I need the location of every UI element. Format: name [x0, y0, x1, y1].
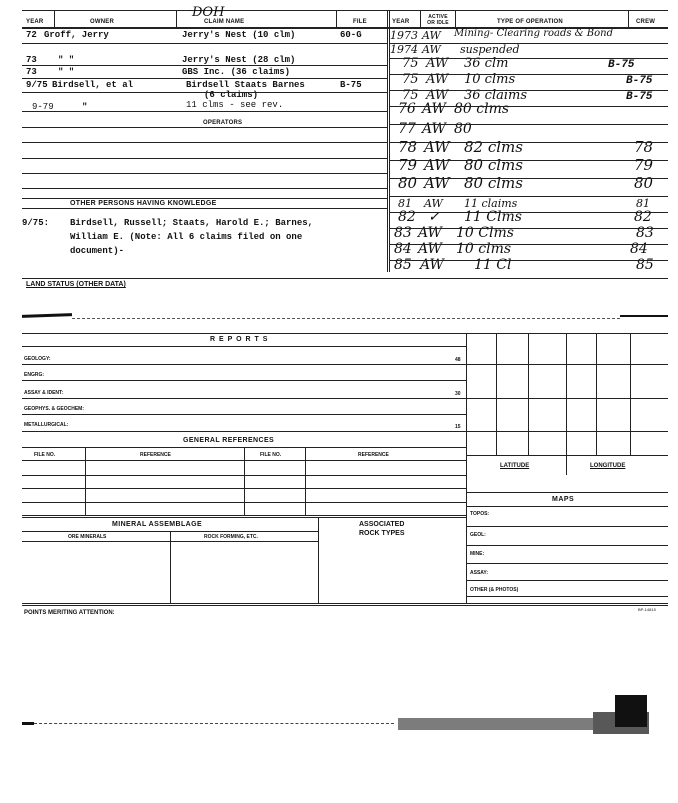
other-persons-line: William E. (Note: All 6 claims filed on one [70, 232, 303, 242]
claim-owner: " [82, 102, 88, 112]
op-type: 80 [454, 121, 472, 137]
operations-log [390, 28, 668, 278]
col-year-2: YEAR [392, 19, 410, 25]
op-year: 83 [394, 225, 412, 241]
col-claim-name: CLAIM NAME [204, 19, 245, 25]
claim-name: Jerry's Nest (28 clm) [182, 55, 296, 65]
op-status: AW [426, 56, 449, 71]
op-status: AW [418, 225, 442, 241]
claim-owner: " " [58, 67, 75, 77]
ref-col-reference: REFERENCE [140, 452, 171, 458]
claim-owner: Groff, Jerry [44, 30, 109, 40]
op-year: 75 [402, 56, 419, 71]
land-status-label: LAND STATUS (OTHER DATA) [26, 281, 126, 288]
ref-col-reference-2: REFERENCE [358, 452, 389, 458]
op-status: AW [422, 101, 446, 117]
claim-name: Jerry's Nest (10 clm) [182, 30, 296, 40]
op-crew: 82 [634, 209, 652, 225]
other-persons-heading: OTHER PERSONS HAVING KNOWLEDGE [70, 200, 217, 207]
op-type: 10 Clms [456, 225, 514, 241]
col-owner: OWNER [90, 19, 114, 25]
claim-year: 9-79 [32, 102, 54, 112]
op-type: 11 Clms [464, 209, 522, 225]
col-file: FILE [353, 19, 367, 25]
op-status: AW [418, 241, 442, 257]
op-year: 77 [398, 121, 416, 137]
report-geology: GEOLOGY: [24, 356, 51, 362]
ore-minerals-label: ORE MINERALS [68, 534, 107, 540]
op-type: 80 clms [464, 156, 523, 174]
report-geophys: GEOPHYS. & GEOCHEM: [24, 406, 85, 412]
claim-name: Birdsell Staats Barnes [186, 80, 305, 90]
op-type: suspended [460, 43, 520, 56]
op-year: 75 [402, 72, 419, 87]
op-year: 81 [398, 197, 412, 210]
op-crew: 83 [636, 225, 654, 241]
report-engineering: ENGRG: [24, 372, 44, 378]
latitude-label: LATITUDE [500, 463, 530, 469]
claim-name: 11 clms - see rev. [186, 100, 284, 110]
op-status: AW [424, 138, 450, 156]
op-type: 80 clms [464, 174, 523, 192]
rock-types-label: ROCK TYPES [359, 530, 405, 537]
op-type: 10 clms [464, 72, 516, 87]
maps-geol: GEOL: [470, 532, 486, 538]
report-assay-num: 30 [455, 391, 461, 397]
op-year: 1974 [390, 43, 418, 56]
op-year: 76 [398, 101, 416, 117]
op-crew: 81 [636, 197, 650, 210]
op-year: 1973 [390, 29, 418, 42]
report-assay: ASSAY & IDENT: [24, 390, 64, 396]
associated-label: ASSOCIATED [359, 521, 405, 528]
op-year: 80 [398, 174, 418, 192]
other-persons-date: 9/75: [22, 218, 50, 228]
op-type: 10 clms [456, 241, 512, 257]
form-code: BP-14815 [638, 607, 656, 612]
other-persons-line: Birdsell, Russell; Staats, Harold E.; Barnes, [70, 218, 314, 228]
op-crew: B-75 [626, 75, 653, 87]
header-overwrite: DOH [192, 5, 225, 20]
op-status: AW [420, 257, 444, 273]
ref-col-file-no: FILE NO. [34, 452, 56, 458]
op-crew: 84 [630, 241, 648, 257]
report-metallurgical-num: 15 [455, 424, 461, 430]
claim-file: 60-G [340, 30, 362, 40]
op-status: ✓ [428, 209, 440, 225]
claim-file: B-75 [340, 80, 362, 90]
maps-other: OTHER (& PHOTOS) [470, 587, 519, 593]
op-status: AW [422, 121, 446, 137]
op-status: AW [426, 88, 449, 103]
op-type: 36 clm [464, 56, 509, 71]
maps-assay: ASSAY: [470, 570, 489, 576]
maps-mine: MINE: [470, 551, 485, 557]
op-type: 80 clms [454, 101, 510, 117]
op-year: 85 [394, 257, 412, 273]
claim-owner: Birdsell, et al [52, 80, 134, 90]
op-crew: 79 [634, 156, 654, 174]
claim-name: (6 claims) [204, 90, 259, 100]
op-crew: B-75 [626, 91, 653, 103]
op-year: 75 [402, 88, 419, 103]
op-type: 82 clms [464, 138, 523, 156]
claim-owner: " " [58, 55, 75, 65]
op-type: 11 claims [464, 197, 518, 210]
op-status: AW [426, 72, 449, 87]
op-status: AW [424, 156, 450, 174]
op-type: 11 Cl [474, 257, 512, 273]
col-type-operation: TYPE OF OPERATION [497, 19, 563, 25]
op-crew: 80 [634, 174, 654, 192]
maps-heading: MAPS [552, 496, 575, 503]
report-metallurgical: METALLURGICAL: [24, 422, 69, 428]
op-year: 79 [398, 156, 418, 174]
op-status: AW [424, 174, 450, 192]
col-active-idle: ACTIVE OR IDLE [427, 14, 449, 26]
op-crew: 78 [634, 138, 654, 156]
op-status: AW [422, 43, 441, 56]
op-status: AW [422, 29, 441, 42]
op-type: 36 claims [464, 88, 528, 103]
op-year: 78 [398, 138, 418, 156]
mineral-assemblage-heading: MINERAL ASSEMBLAGE [112, 521, 203, 528]
ref-col-file-no-2: FILE NO. [260, 452, 282, 458]
report-geology-num: 48 [455, 357, 461, 363]
operators-label: OPERATORS [203, 120, 243, 126]
col-year: YEAR [26, 19, 44, 25]
other-persons-line: document)- [70, 246, 125, 256]
op-year: 84 [394, 241, 412, 257]
op-crew: B-75 [608, 59, 635, 71]
claim-year: 73 [26, 67, 37, 77]
claim-year: 72 [26, 30, 37, 40]
op-type: Mining- Clearing roads & Bond [454, 28, 613, 39]
claim-name: GBS Inc. (36 claims) [182, 67, 291, 77]
op-year: 82 [398, 209, 416, 225]
rock-forming-label: ROCK FORMING, ETC. [204, 534, 258, 540]
reports-heading: R E P O R T S [210, 336, 269, 343]
general-references-heading: GENERAL REFERENCES [183, 437, 275, 444]
col-crew: CREW [636, 19, 656, 25]
claim-year: 73 [26, 55, 37, 65]
longitude-label: LONGITUDE [590, 463, 626, 469]
claim-year: 9/75 [26, 80, 48, 90]
op-status: AW [424, 197, 443, 210]
points-meriting-attention: POINTS MERITING ATTENTION: [24, 610, 115, 616]
maps-topos: TOPOS: [470, 511, 490, 517]
op-crew: 85 [636, 257, 654, 273]
